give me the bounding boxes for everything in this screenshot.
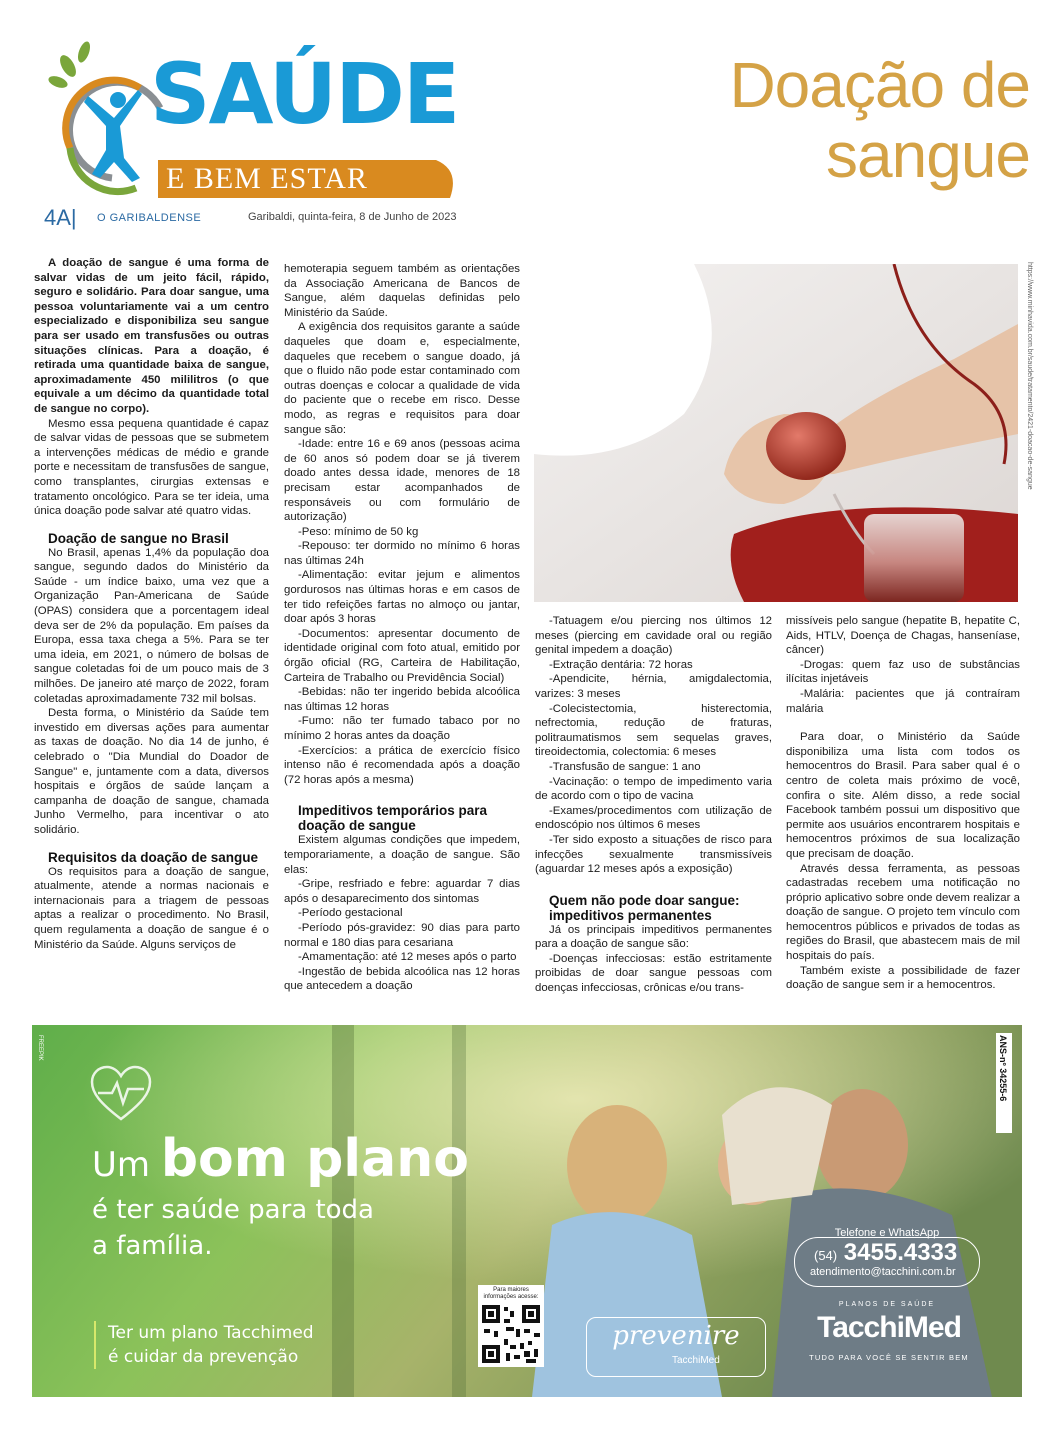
newspaper-name: O GARIBALDENSE xyxy=(97,212,202,224)
qr-code-icon[interactable] xyxy=(478,1301,544,1367)
article-paragraph: No Brasil, apenas 1,4% da população doa sangue, segundo dados do Ministério da Saúde - um índice baixo, uma vez que a Organização Pan-Americana de Saúde (OPAS) considera que a porcentagem ideal deva ser de 2% da população. Em países da Europa, essa taxa chega a 5%. Para se ter uma ideia, em 2021, o número de bolsas de sangue coletadas foi de um pouco mais de 3 milhões. De janeiro até março de 2022, foram coletadas aproximadamente 732 mil bolsas. xyxy=(34,546,269,705)
article-column-4 xyxy=(786,614,1020,993)
list-item: -Apendicite, hérnia, amigdalectomia, varizes: 3 meses xyxy=(535,673,772,700)
contact-email[interactable]: atendimento@tacchini.com.br xyxy=(810,1266,956,1278)
ad-headline-bold: bom plano xyxy=(160,1129,469,1189)
list-item: -Malária: pacientes que já contraíram malária xyxy=(786,687,1020,715)
article-paragraph: Já os principais impeditivos permanentes para a doação de sangue são: xyxy=(535,923,772,951)
phone-number[interactable] xyxy=(814,1239,957,1267)
list-item: -Transfusão de sangue: 1 ano xyxy=(549,760,701,773)
article-column-1 xyxy=(34,256,269,952)
ad-slogan-line-2: é cuidar da prevenção xyxy=(108,1347,299,1367)
ad-photo-credit xyxy=(34,1035,44,1095)
ad-slogan-line-1: Ter um plano Tacchimed xyxy=(108,1323,314,1343)
article-paragraph: A exigência dos requisitos garante a saúde daqueles que doam e, especialmente, daqueles que recebem o sangue doado, já que o fluido não pode estar contaminado com outras doenças e colocar a qualidade de vida do paciente que o recebe em risco. Desse modo, as regras e requisitos para doar sangue são: xyxy=(284,321,520,436)
headline-line2: sangue xyxy=(826,119,1030,191)
list-item: -Extração dentária: 72 horas xyxy=(549,658,693,671)
ans-registration xyxy=(996,1033,1012,1133)
list-item: -Repouso: ter dormido no mínimo 6 horas nas últimas 24h xyxy=(284,540,520,567)
article-lead: A doação de sangue é uma forma de salvar vidas de um jeito fácil, rápido, seguro e solidário. Para doar sangue, uma pessoa voluntariamente vai a um centro especializado e disponibiliza seu sangue para ser usado em transfusões ou outras situações clínicas. Para a doação, é retirada uma quantidade baixa de sangue, aproximadamente 450 mililitros (o que equivale a um décimo da quantidade total de sangue no corpo). xyxy=(34,257,269,415)
list-item: -Colecistectomia, histerectomia, nefrectomia, redução de fraturas, politraumatismos sem sequelas graves, tireoidectomia, colectomia: 6 meses xyxy=(535,702,772,759)
list-item: -Doenças infecciosas: estão estritamente proibidas de doar sangue pessoas com doenças infecciosas, crônicas e/ou trans- xyxy=(535,952,772,995)
tacchimed-advertisement[interactable] xyxy=(32,1025,1022,1397)
article-column-2 xyxy=(284,262,520,994)
page-headline xyxy=(560,50,1030,190)
brand-logo: TacchiMed xyxy=(817,1311,961,1344)
list-item: -Período pós-gravidez: 90 dias para parto normal e 180 dias para cesariana xyxy=(284,921,520,949)
list-item: -Alimentação: evitar jejum e alimentos gordurosos nas últimas horas e em casos de ter tido refeições fartas no almoço ou jantar, doar após 3 horas xyxy=(284,569,520,626)
ad-line-3: a família. xyxy=(92,1231,213,1261)
article-paragraph: missíveis pelo sangue (hepatite B, hepatite C, Aids, HTLV, Doença de Chagas, hanseníase, câncer) xyxy=(786,615,1020,657)
article-paragraph: Através dessa ferramenta, as pessoas cadastradas recebem uma notificação no próprio aplicativo sobre onde devem realizar a doação de sangue. O projeto tem vínculo com hemocentros públicos e privados de todas as regiões do Brasil, que abastecem mais de mil hospitais do país. xyxy=(786,862,1020,963)
list-item: -Bebidas: não ter ingerido bebida alcoólica nas últimas 12 horas xyxy=(284,686,520,713)
article-paragraph: Também existe a possibilidade de fazer doação de sangue sem ir a hemocentros. xyxy=(786,964,1020,992)
prevenire-wordmark: prevenire xyxy=(612,1321,740,1351)
list-item: -Exames/procedimentos com utilização de endoscópio nos últimos 6 meses xyxy=(535,804,772,832)
article-paragraph: Os requisitos para a doação de sangue, atualmente, atende a normas nacionais e internacionais para a triagem de pessoas aptas a realizar o procedimento. No Brasil, quem regulamenta a doação de sangue é o Ministério da Saúde. Alguns serviços de xyxy=(34,865,269,951)
section-heading-permanentes: Quem não pode doar sangue: impeditivos permanentes xyxy=(549,892,740,923)
heart-pulse-icon xyxy=(90,1065,152,1123)
section-heading-temporarios: Impeditivos temporários para doação de sangue xyxy=(298,803,488,834)
logo-subtitle: E BEM ESTAR xyxy=(166,162,368,195)
page-number: 4A| xyxy=(44,205,77,230)
section-heading-requisitos: Requisitos da doação de sangue xyxy=(48,849,259,865)
article-paragraph: hemoterapia seguem também as orientações da Associação Americana de Bancos de Sangue, além daquelas definidas pelo Ministério da Saúde. xyxy=(284,263,520,319)
ad-photo-credit-text: FREEPIK xyxy=(37,1035,43,1061)
list-item: -Vacinação: o tempo de impedimento varia de acordo com o tipo de vacina xyxy=(535,775,772,803)
ad-headline xyxy=(92,1129,469,1189)
list-item: -Documentos: apresentar documento de identidade original com foto atual, emitido por órgão oficial (RG, Carteira de Habilitação, Carteira de Trabalho ou Previdência Social) xyxy=(284,627,520,684)
phone-digits: 3455.4333 xyxy=(843,1239,958,1266)
list-item: -Tatuagem e/ou piercing nos últimos 12 meses (piercing em cavidade oral ou região genital impedem a doação) xyxy=(535,615,772,657)
ad-headline-pre: Um xyxy=(92,1145,151,1185)
phone-area-code: (54) xyxy=(814,1248,838,1263)
headline-line1: Doação de xyxy=(729,49,1030,121)
dateline: Garibaldi, quinta-feira, 8 de Junho de 2023 xyxy=(248,211,457,223)
prevenire-brand: TacchiMed xyxy=(672,1355,720,1366)
logo-title: SAÚDE xyxy=(150,45,459,143)
list-item: -Idade: entre 16 e 69 anos (pessoas acima de 60 anos só podem doar se já tiverem doado antes dessa idade, menores de 18 precisam estar acompanhados de responsáveis ou com formulário de autorização) xyxy=(284,438,520,524)
ad-line-2: é ter saúde para toda xyxy=(92,1195,374,1225)
list-item: -Exercícios: a prática de exercício físico intenso não é recomendada após a doação (72 horas após a mesma) xyxy=(284,744,520,786)
article-paragraph: Para doar, o Ministério da Saúde disponibiliza uma lista com todos os hemocentros do Brasil. Para saber qual é o centro de coleta mais próximo de você, confira o site. Além disso, a rede social Facebook também possui um dispositivo que permite aos usuários encontrarem hospitais e hemocentros próximos de sua localização que precisam de doação. xyxy=(786,731,1020,860)
list-item: -Ingestão de bebida alcoólica nas 12 horas que antecedem a doação xyxy=(284,965,520,993)
list-item: -Drogas: quem faz uso de substâncias ilícitas injetáveis xyxy=(786,658,1020,686)
list-item: -Período gestacional xyxy=(298,907,403,920)
blood-donation-photo xyxy=(534,264,1018,602)
section-heading-brasil: Doação de sangue no Brasil xyxy=(48,530,229,546)
article-paragraph: Desta forma, o Ministério da Saúde tem investido em diversas ações para aumentar as taxas de doação. No dia 14 de junho, é celebrado o "Dia Mundial do Doador de Sangue" e, juntamente com a data, diversos hospitais e órgãos de saúde lançam a campanha de doação de sangue, chamada Junho Vermelho, para incentivar o ato solidário. xyxy=(34,707,269,836)
qr-label: Para maiores informações acesse: xyxy=(478,1285,544,1303)
article-paragraph: Mesmo essa pequena quantidade é capaz de salvar vidas de pessoas que se submetem a intervenções médicas de médio e grande porte e necessitam de transfusões de sangue, como transplantes, cirurgias extensas e tratamento oncológico. Para se ter ideia, uma única doação pode salvar até quatro vidas. xyxy=(34,417,269,518)
contact-label: Telefone e WhatsApp xyxy=(834,1227,940,1239)
brand-tagline: TUDO PARA VOCÊ SE SENTIR BEM xyxy=(809,1353,969,1362)
article-column-3 xyxy=(535,614,772,996)
list-item: -Amamentação: até 12 meses após o parto xyxy=(298,951,517,964)
article-paragraph: Existem algumas condições que impedem, temporariamente, a doação de sangue. São elas: xyxy=(284,834,520,876)
photo-credit xyxy=(1022,262,1034,602)
photo-credit-text[interactable]: https://www.minhavida.com.br/saude/tratamento/2421-doacao-de-sangue xyxy=(1026,262,1033,490)
ad-slogan xyxy=(94,1321,314,1369)
list-item: -Gripe, resfriado e febre: aguardar 7 dias após o desaparecimento dos sintomas xyxy=(284,878,520,905)
brand-category: PLANOS DE SAÚDE xyxy=(838,1301,936,1308)
list-item: -Fumo: não ter fumado tabaco por no mínimo 2 horas antes da doação xyxy=(284,715,520,742)
ans-registration-text: ANS-nº 34255-6 xyxy=(998,1035,1008,1102)
list-item: -Peso: mínimo de 50 kg xyxy=(298,525,419,538)
list-item: -Ter sido exposto a situações de risco para infecções sexualmente transmissíveis (aguardar 12 meses após a exposição) xyxy=(535,833,772,876)
